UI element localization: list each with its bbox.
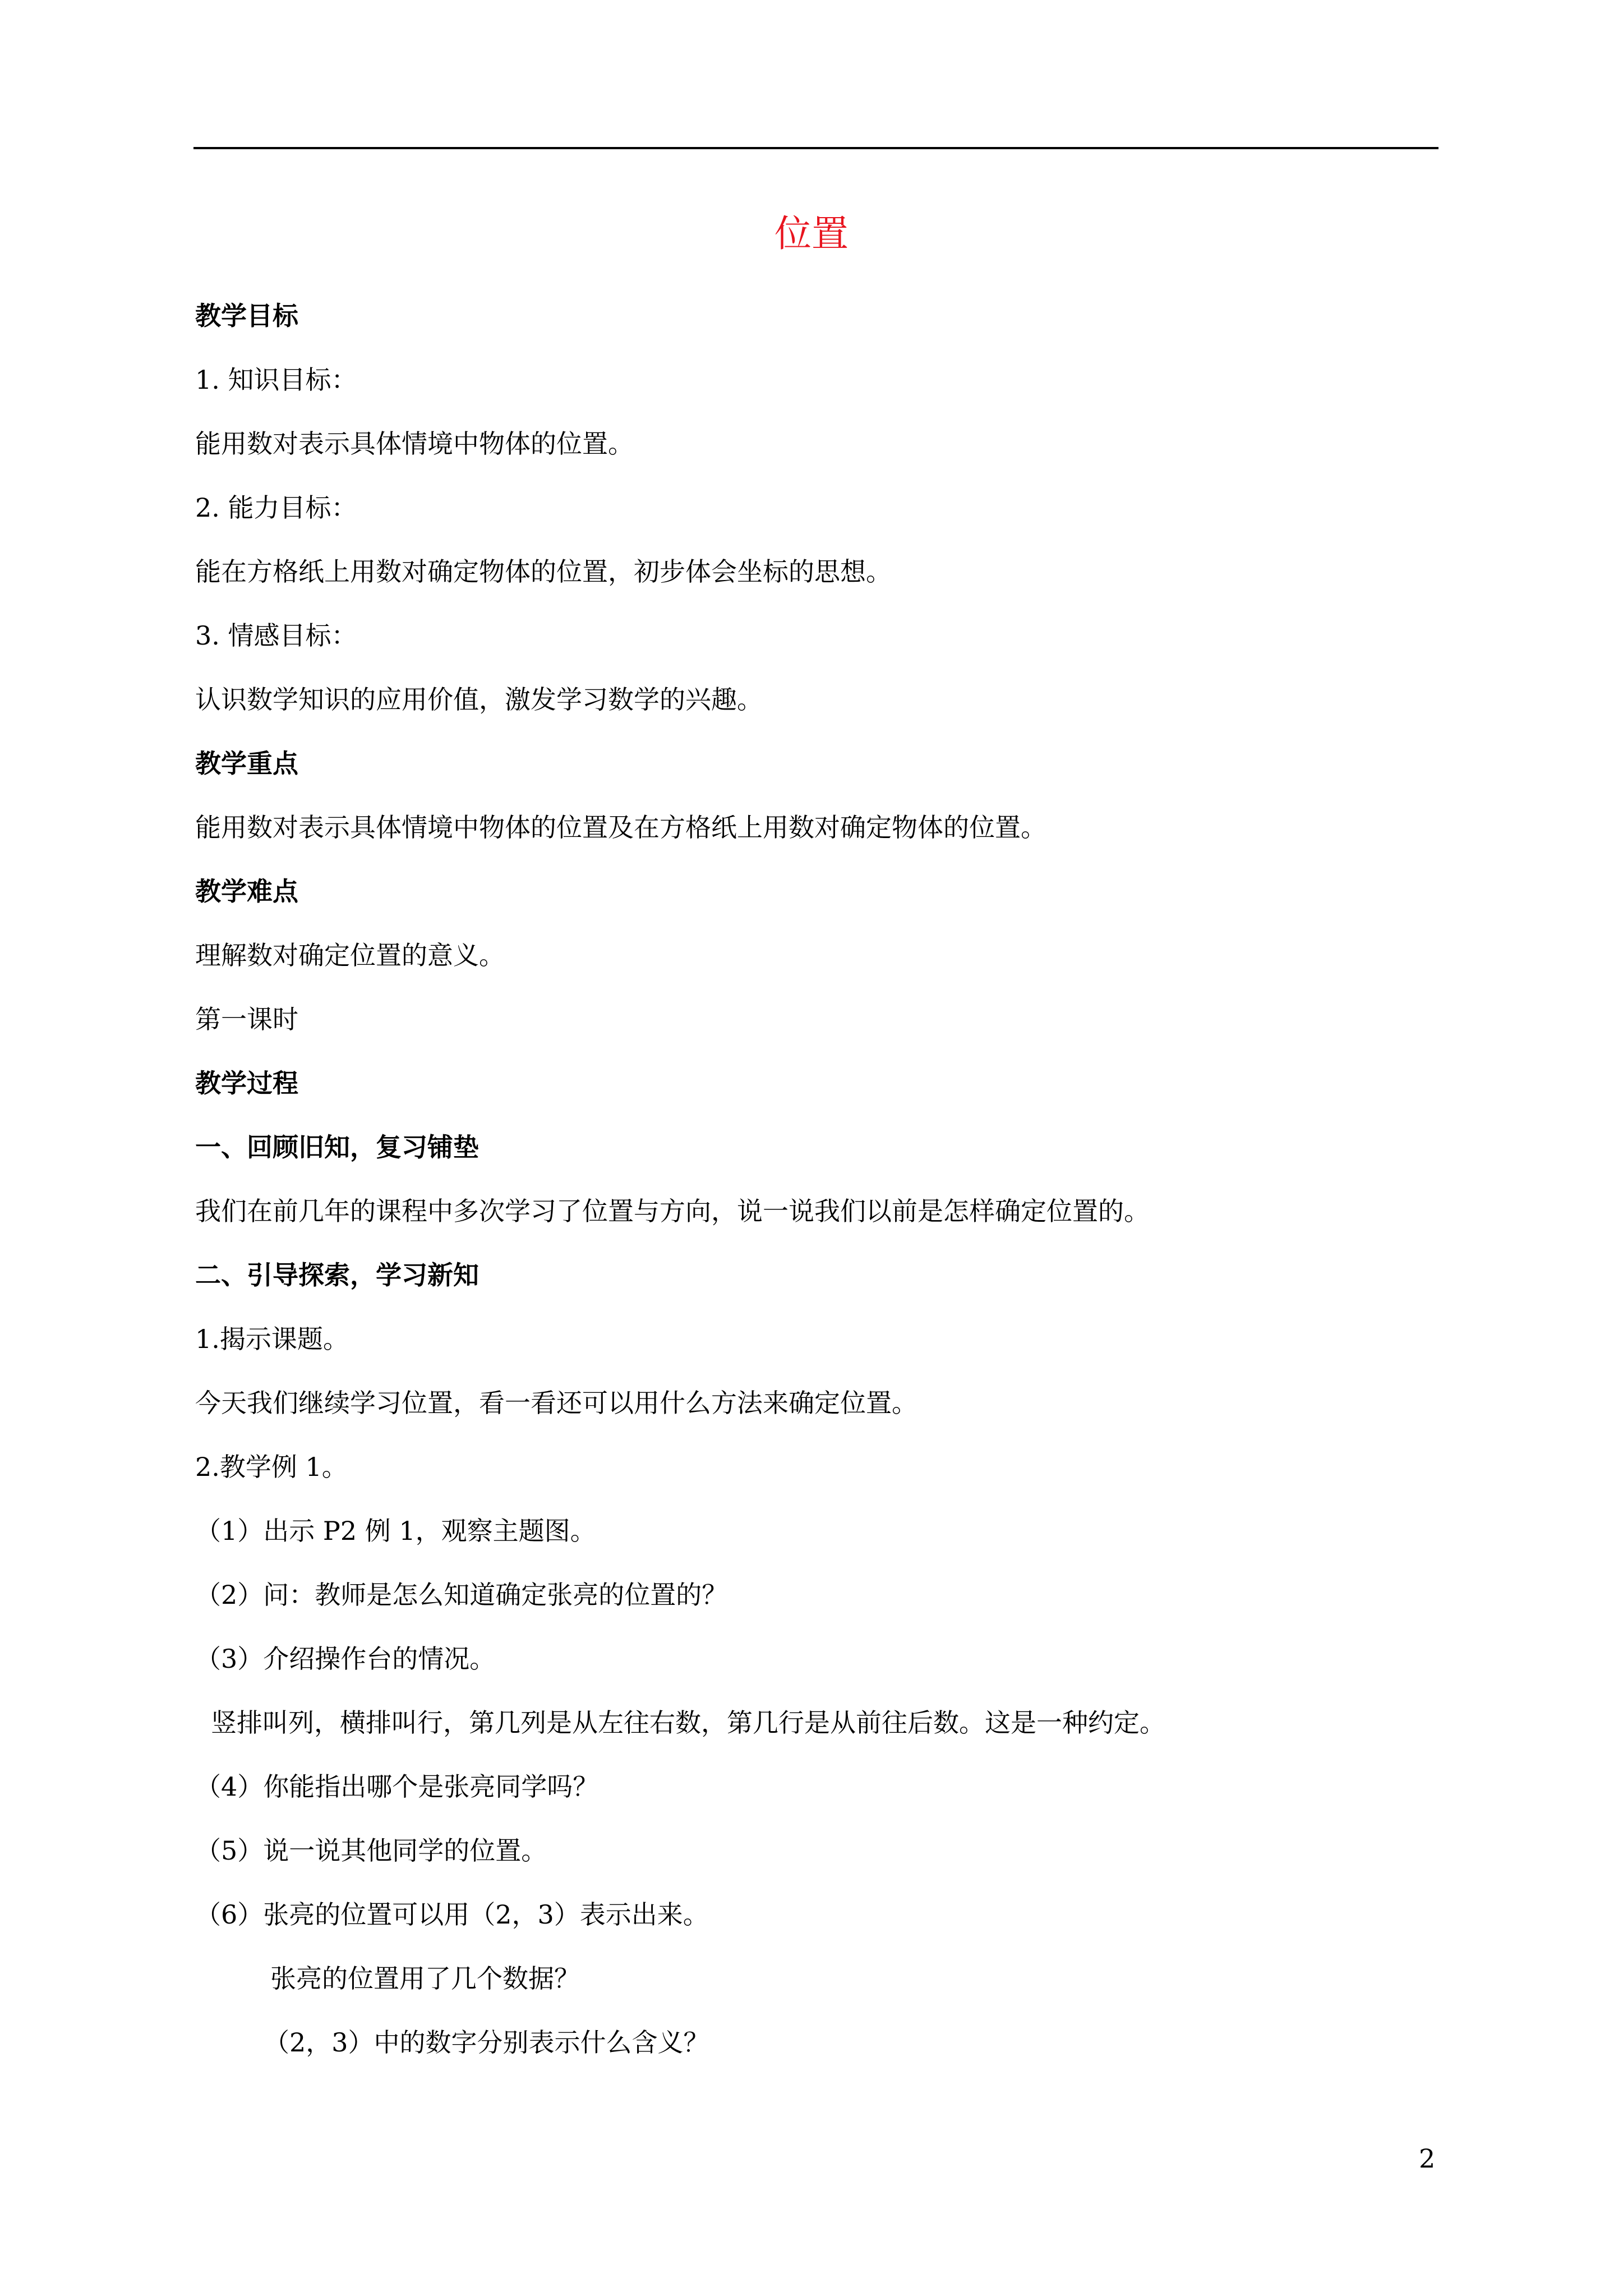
step-2-item-5: （5）说一说其他同学的位置。: [195, 1835, 547, 1866]
section-heading-key-points: 教学重点: [195, 748, 298, 779]
process-part-2-heading: 二、引导探索，学习新知: [195, 1260, 479, 1290]
goal-1-text: 能用数对表示具体情境中物体的位置。: [195, 429, 634, 459]
process-part-1-text: 我们在前几年的课程中多次学习了位置与方向，说一说我们以前是怎样确定位置的。: [195, 1196, 1150, 1226]
key-points-text: 能用数对表示具体情境中物体的位置及在方格纸上用数对确定物体的位置。: [195, 812, 1046, 843]
goal-3-heading: 3. 情感目标：: [195, 620, 357, 651]
step-2-item-6: （6）张亮的位置可以用（2，3）表示出来。: [195, 1899, 709, 1930]
step-1-heading: 1.揭示课题。: [195, 1324, 349, 1354]
step-2-item-3: （3）介绍操作台的情况。: [195, 1644, 496, 1674]
section-heading-difficult-points: 教学难点: [195, 876, 298, 907]
step-1-text: 今天我们继续学习位置，看一看还可以用什么方法来确定位置。: [195, 1388, 917, 1418]
difficult-points-text: 理解数对确定位置的意义。: [195, 940, 505, 970]
lesson-period: 第一课时: [195, 1004, 298, 1034]
goal-2-heading: 2. 能力目标：: [195, 493, 357, 523]
header-rule: [193, 147, 1438, 149]
goal-3-text: 认识数学知识的应用价值，激发学习数学的兴趣。: [195, 684, 763, 715]
goal-1-heading: 1. 知识目标：: [195, 365, 357, 395]
step-2-item-2: （2）问：教师是怎么知道确定张亮的位置的？: [195, 1580, 728, 1610]
process-part-1-heading: 一、回顾旧知，复习铺垫: [195, 1132, 479, 1162]
goal-2-text: 能在方格纸上用数对确定物体的位置，初步体会坐标的思想。: [195, 556, 892, 587]
step-2-heading: 2.教学例 1。: [195, 1452, 348, 1482]
step-2-item-6-question-2: （2，3）中的数字分别表示什么含义？: [264, 2027, 709, 2058]
step-2-item-4: （4）你能指出哪个是张亮同学吗？: [195, 1772, 599, 1802]
page-number: 2: [1419, 2143, 1436, 2174]
step-2-item-6-question-1: 张亮的位置用了几个数据？: [270, 1963, 580, 1994]
section-heading-teaching-goals: 教学目标: [195, 301, 298, 331]
step-2-item-3-detail: 竖排叫列，横排叫行，第几列是从左往右数，第几行是从前往后数。这是一种约定。: [211, 1708, 1165, 1738]
step-2-item-1: （1）出示 P2 例 1，观察主题图。: [195, 1516, 596, 1546]
section-heading-teaching-process: 教学过程: [195, 1068, 298, 1098]
page-title: 位置: [774, 212, 849, 255]
